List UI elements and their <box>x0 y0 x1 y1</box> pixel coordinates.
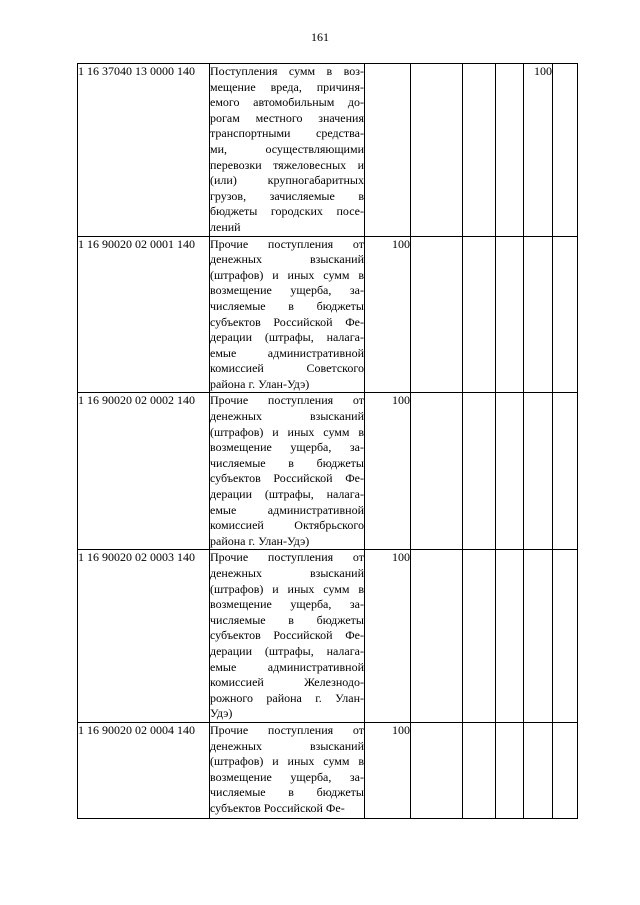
value-cell <box>463 393 496 550</box>
value-cell <box>496 236 524 393</box>
value-cell <box>553 64 578 237</box>
description-line: субъектов Российской Фе- <box>210 800 345 815</box>
value-cell: 100 <box>524 64 553 237</box>
value-cell <box>496 550 524 723</box>
description-line: мещение вреда, причиня- <box>210 79 364 94</box>
description-line: района г. Улан-Удэ) <box>210 376 310 391</box>
value-cell: 100 <box>365 550 411 723</box>
value-cell <box>553 550 578 723</box>
value-cell: 100 <box>365 393 411 550</box>
description-line: рожного района г. Улан- <box>210 690 364 705</box>
description-line: денежных взысканий <box>210 409 364 424</box>
revenue-code-cell: 1 16 90020 02 0002 140 <box>78 393 210 550</box>
description-line: района г. Улан-Удэ) <box>210 533 310 548</box>
description-line: комиссией Железнодо- <box>210 675 364 690</box>
description-line: транспортными средства- <box>210 126 364 141</box>
value-cell <box>411 236 463 393</box>
revenue-description-cell <box>210 236 365 393</box>
value-cell <box>524 236 553 393</box>
value-cell <box>365 64 411 237</box>
value-cell <box>524 393 553 550</box>
value-cell <box>553 393 578 550</box>
table-row <box>78 64 578 237</box>
table-body <box>78 64 578 819</box>
revenue-code-cell: 1 16 90020 02 0003 140 <box>78 550 210 723</box>
value-cell <box>463 64 496 237</box>
description-line: дерации (штрафы, налага- <box>210 487 364 502</box>
description-line: субъектов Российской Фе- <box>210 314 364 329</box>
description-line: дерации (штрафы, налага- <box>210 643 364 658</box>
revenue-code-cell: 1 16 90020 02 0001 140 <box>78 236 210 393</box>
description-line: дерации (штрафы, налага- <box>210 330 364 345</box>
description-line: субъектов Российской Фе- <box>210 628 364 643</box>
value-cell <box>411 722 463 818</box>
revenue-description-cell <box>210 64 365 237</box>
revenue-code-cell: 1 16 90020 02 0004 140 <box>78 722 210 818</box>
description-line: рогам местного значения <box>210 110 364 125</box>
description-line: Прочие поступления от <box>210 236 364 251</box>
description-line: Поступления сумм в воз- <box>210 64 364 78</box>
value-cell <box>524 722 553 818</box>
value-cell <box>496 393 524 550</box>
description-line: емые административной <box>210 502 364 517</box>
description-line: лений <box>210 219 241 234</box>
description-line: (или) крупногабаритных <box>210 173 364 188</box>
description-line: субъектов Российской Фе- <box>210 471 364 486</box>
value-cell <box>553 722 578 818</box>
description-line: денежных взысканий <box>210 738 364 753</box>
description-line: грузов, зачисляемые в <box>210 188 364 203</box>
description-line: возмещение ущерба, за- <box>210 597 364 612</box>
value-cell <box>463 236 496 393</box>
value-cell <box>411 393 463 550</box>
value-cell: 100 <box>365 236 411 393</box>
description-line: числяемые в бюджеты <box>210 455 364 470</box>
description-line: емого автомобильным до- <box>210 95 364 110</box>
description-line: Прочие поступления от <box>210 722 364 737</box>
description-line: числяемые в бюджеты <box>210 298 364 313</box>
description-line: числяемые в бюджеты <box>210 612 364 627</box>
description-line: бюджеты городских посе- <box>210 204 364 219</box>
description-line: возмещение ущерба, за- <box>210 440 364 455</box>
description-line: (штрафов) и иных сумм в <box>210 581 364 596</box>
description-line: денежных взысканий <box>210 252 364 267</box>
page-number: 161 <box>311 30 329 44</box>
description-line: перевозки тяжеловесных и <box>210 157 364 172</box>
value-cell <box>463 722 496 818</box>
table-row <box>78 393 578 550</box>
budget-table <box>77 63 578 819</box>
value-cell <box>411 550 463 723</box>
description-line: числяемые в бюджеты <box>210 785 364 800</box>
description-line: возмещение ущерба, за- <box>210 769 364 784</box>
description-line: емые административной <box>210 659 364 674</box>
description-line: возмещение ущерба, за- <box>210 283 364 298</box>
revenue-code-cell: 1 16 37040 13 0000 140 <box>78 64 210 237</box>
table-row <box>78 550 578 723</box>
revenue-description-cell <box>210 722 365 818</box>
description-line: комиссией Советского <box>210 361 364 376</box>
description-line: ми, осуществляющими <box>210 141 364 156</box>
value-cell: 100 <box>365 722 411 818</box>
value-cell <box>496 722 524 818</box>
value-cell <box>524 550 553 723</box>
description-line: (штрафов) и иных сумм в <box>210 267 364 282</box>
value-cell <box>553 236 578 393</box>
description-line: денежных взысканий <box>210 566 364 580</box>
description-line: (штрафов) и иных сумм в <box>210 754 364 769</box>
value-cell <box>411 64 463 237</box>
description-line: комиссией Октябрьского <box>210 518 364 533</box>
revenue-description-cell <box>210 393 365 550</box>
description-line: (штрафов) и иных сумм в <box>210 424 364 439</box>
description-line: Удэ) <box>210 706 233 721</box>
table-row <box>78 236 578 393</box>
description-line: емые административной <box>210 345 364 360</box>
table-row <box>78 722 578 818</box>
description-line: Прочие поступления от <box>210 550 364 565</box>
value-cell <box>463 550 496 723</box>
value-cell <box>496 64 524 237</box>
description-line: Прочие поступления от <box>210 393 364 408</box>
revenue-description-cell <box>210 550 365 723</box>
